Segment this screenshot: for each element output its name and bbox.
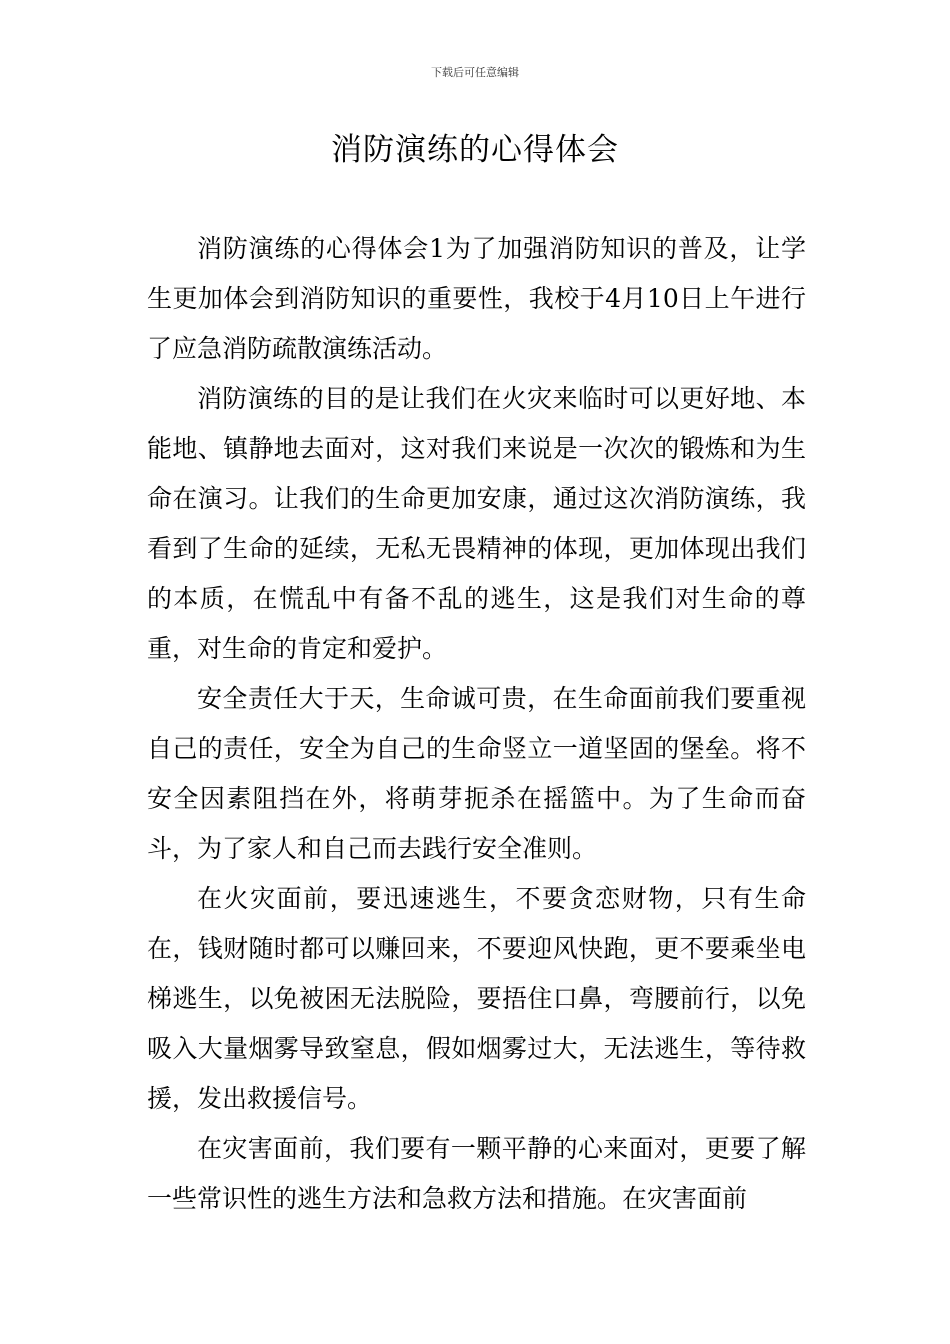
document-title: 消防演练的心得体会 [331, 132, 619, 168]
paragraph-2: 消防演练的目的是让我们在火灾来临时可以更好地、本能地、镇静地去面对，这对我们来说是一次次的锻炼和为生命在演习。让我们的生命更加安康，通过这次消防演练，我看到了生命的延续，无私无畏精神的体现，更加体现出我们的本质，在慌乱中有备不乱的逃生，这是我们对生命的尊重，对生命的肯定和爱护。 [147, 384, 806, 663]
header-note: 下载后可任意编辑 [431, 66, 519, 79]
paragraph-1: 消防演练的心得体会1为了加强消防知识的普及，让学生更加体会到消防知识的重要性，我校于4月10日上午进行了应急消防疏散演练活动。 [147, 234, 806, 363]
document-body [147, 224, 806, 1224]
paragraph-3: 安全责任大于天，生命诚可贵，在生命面前我们要重视自己的责任，安全为自己的生命竖立一道坚固的堡垒。将不安全因素阻挡在外，将萌芽扼杀在摇篮中。为了生命而奋斗，为了家人和自己而去践行安全准则。 [147, 684, 806, 863]
paragraph-4: 在火灾面前，要迅速逃生，不要贪恋财物，只有生命在，钱财随时都可以赚回来，不要迎风快跑，更不要乘坐电梯逃生，以免被困无法脱险，要捂住口鼻，弯腰前行，以免吸入大量烟雾导致窒息，假如烟雾过大，无法逃生，等待救援，发出救援信号。 [147, 884, 806, 1113]
paragraph-5: 在灾害面前，我们要有一颗平静的心来面对，更要了解一些常识性的逃生方法和急救方法和措施。在灾害面前 [147, 1134, 806, 1213]
